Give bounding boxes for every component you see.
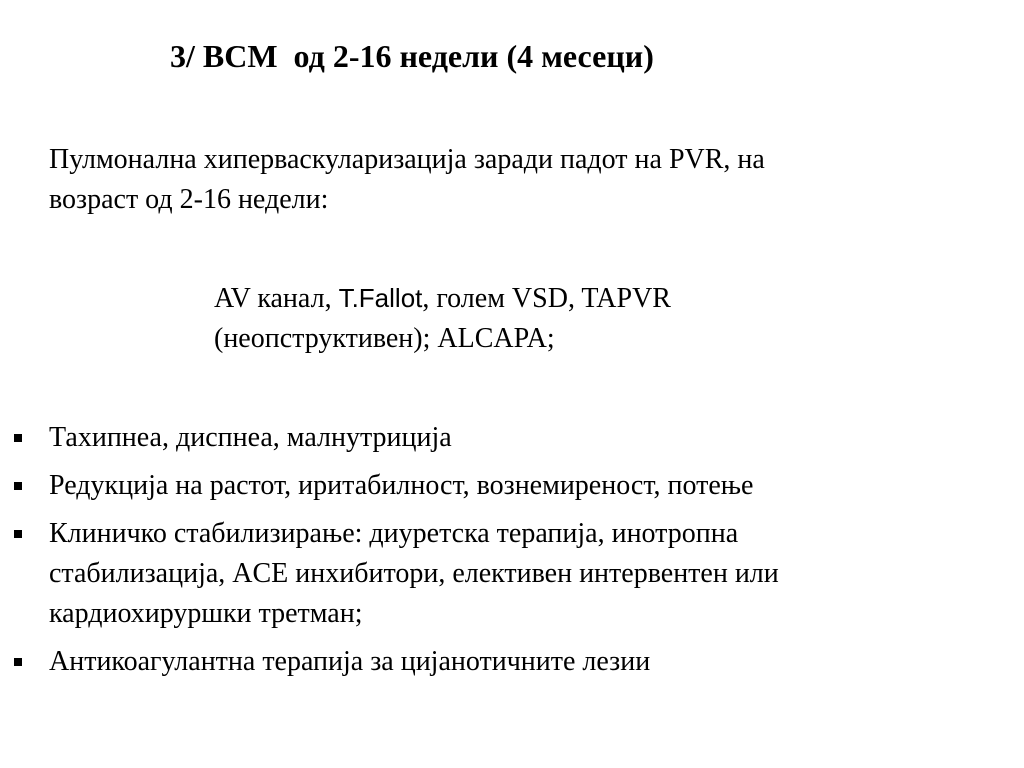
slide-title: 3/ ВСМ од 2-16 недели (4 месеци) (170, 38, 654, 74)
square-bullet-icon (14, 482, 22, 490)
fallot-term: T.Fallot (338, 283, 423, 313)
bullet-line: Тахипнеа, диспнеа, малнутриција (49, 422, 452, 453)
bullet-line: Клиничко стабилизирање: диуретска терапија, инотропна (49, 518, 739, 549)
bullet-item (0, 466, 1024, 506)
square-bullet-icon (14, 434, 22, 442)
conditions-text: , голем VSD, TAPVR (422, 283, 671, 314)
bullet-line: кардиохируршки третман; (49, 598, 363, 629)
bullet-line: Антикоагулантна терапија за цијанотичните лезии (49, 646, 651, 677)
intro-paragraph (49, 140, 949, 220)
bullet-text (49, 418, 1024, 458)
bullet-item (0, 514, 1024, 634)
bullet-line: стабилизација, ACE инхибитори, елективен интервентен или (49, 558, 779, 589)
bullet-text (49, 466, 1024, 506)
square-bullet-icon (14, 658, 22, 666)
bullet-list (0, 418, 1024, 690)
conditions-line: (неопструктивен); ALCAPA; (214, 323, 555, 354)
conditions-text: AV канал, (214, 283, 339, 314)
intro-line: возраст од 2-16 недели: (49, 184, 329, 215)
bullet-item (0, 418, 1024, 458)
bullet-item (0, 642, 1024, 682)
bullet-text (49, 514, 1024, 634)
conditions-line (214, 278, 934, 319)
bullet-line: Редукција на растот, иритабилност, вознемиреност, потење (49, 470, 754, 501)
bullet-text (49, 642, 1024, 682)
conditions-list (214, 278, 934, 359)
square-bullet-icon (14, 530, 22, 538)
intro-line: Пулмонална хиперваскуларизација заради падот на PVR, на (49, 144, 765, 175)
